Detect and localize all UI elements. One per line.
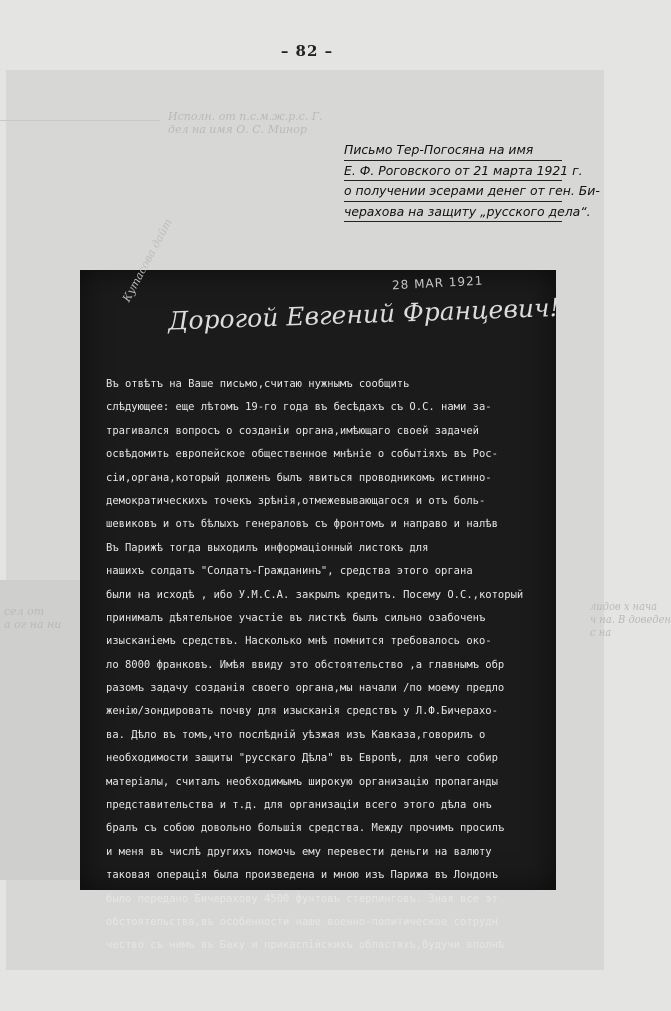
letter-line: Въ Парижѣ тогда выходилъ информаціонный листокъ для <box>106 541 429 554</box>
letter-line: трагивался вопросъ о созданіи органа,имѣющаго своей задачей <box>106 424 479 437</box>
letter-line: чество съ нимъ въ Баку и прикаспійскихъ областяхъ,будучи вполнѣ <box>106 939 505 952</box>
document-caption <box>344 140 600 222</box>
letter-body <box>106 373 566 958</box>
letter-line: нашихъ солдатъ "Солдатъ-Гражданинъ", средства этого органа <box>106 565 473 578</box>
letter-line: таковая операція была произведена и мною изъ Парижа въ Лондонъ <box>106 869 498 882</box>
ghost-rule <box>0 120 160 121</box>
letter-line: необходимости защиты "русскаго Дѣла" въ Европѣ, для чего собир <box>106 752 498 765</box>
letter-line: принималъ дѣятельное участіе въ листкѣ былъ сильно озабоченъ <box>106 611 486 624</box>
letter-line: бралъ съ собою довольно большія средства. Между прочимъ просилъ <box>106 822 505 835</box>
letter-line: освѣдомить европейское общественное мнѣніе о событіяхъ въ Рос- <box>106 448 498 461</box>
letter-line: сіи,органа,который долженъ былъ явиться проводникомъ истинно- <box>106 471 492 484</box>
letter-line: матеріалы, считалъ необходимымъ широкую организацію пропаганды <box>106 775 498 788</box>
letter-line: шевиковъ и отъ бѣлыхъ генераловъ съ фронтомъ и направо и налѣв <box>106 518 498 531</box>
caption-line: Е. Ф. Роговского от 21 марта 1921 г. <box>344 161 562 182</box>
letter-line: изысканіемъ средствъ. Насколько мнѣ помнится требовалось око- <box>106 635 492 648</box>
letter-line: и меня въ числѣ другихъ помочь ему перевести деньги на валюту <box>106 845 492 858</box>
letter-line: представительства и т.д. для организаціи всего этого дѣла онъ <box>106 799 492 812</box>
ghost-text-top-right: Исполн. от п.с.м.ж.р.с. Г. дел на имя О. С. Минор <box>168 110 323 136</box>
letter-line: Въ отвѣтъ на Ваше письмо,считаю нужнымъ сообщить <box>106 378 410 390</box>
page-number: – 82 – <box>280 42 334 60</box>
letter-line: было передано Бичерахову 4500 фунтовъ стерлинговъ. Зная все эт <box>106 892 498 905</box>
letter-line: ва. Дѣло въ томъ,что послѣдній уѣзжая изъ Кавказа,говорилъ о <box>106 728 486 741</box>
letter-line: демократическихъ точекъ зрѣнія,отмежевывающагося и отъ боль- <box>106 494 486 507</box>
ghost-text-right: лидов х нача ч на. В доведен с на <box>590 600 671 639</box>
ghost-text-left: сел от а ог на ни <box>4 605 62 631</box>
letter-line: ло 8000 франковъ. Имѣя ввиду это обстоятельство ,а главнымъ обр <box>106 658 505 671</box>
caption-line: о получении эсерами денег от ген. Би- <box>344 181 562 202</box>
letter-line: разомъ задачу созданія своего органа,мы начали /по моему предло <box>106 682 505 695</box>
letter-photocopy <box>80 216 561 952</box>
caption-line: Письмо Тер-Погосяна на имя <box>344 140 562 161</box>
letter-line: обстоятельства,въ особенности наше военно-политическое сотрудн <box>106 915 498 928</box>
letter-line: слѣдующее: еще лѣтомъ 19-го года въ бесѣдахъ съ О.С. нами за- <box>106 401 492 414</box>
letter-salutation: Дорогой Евгений Францевич! <box>167 292 561 336</box>
caption-line: черахова на защиту „русского дела“. <box>344 202 562 223</box>
letter-line: были на исходѣ , ибо У.М.С.А. закрылъ кредитъ. Посему О.С.,который <box>106 588 524 601</box>
handwritten-margin-note: Кутасова дайт <box>120 216 175 305</box>
letter-line: женію/зондировать почву для изысканія средствъ у Л.Ф.Бичерахо- <box>106 705 498 718</box>
date-stamp: 28 MAR 1921 <box>391 273 484 293</box>
